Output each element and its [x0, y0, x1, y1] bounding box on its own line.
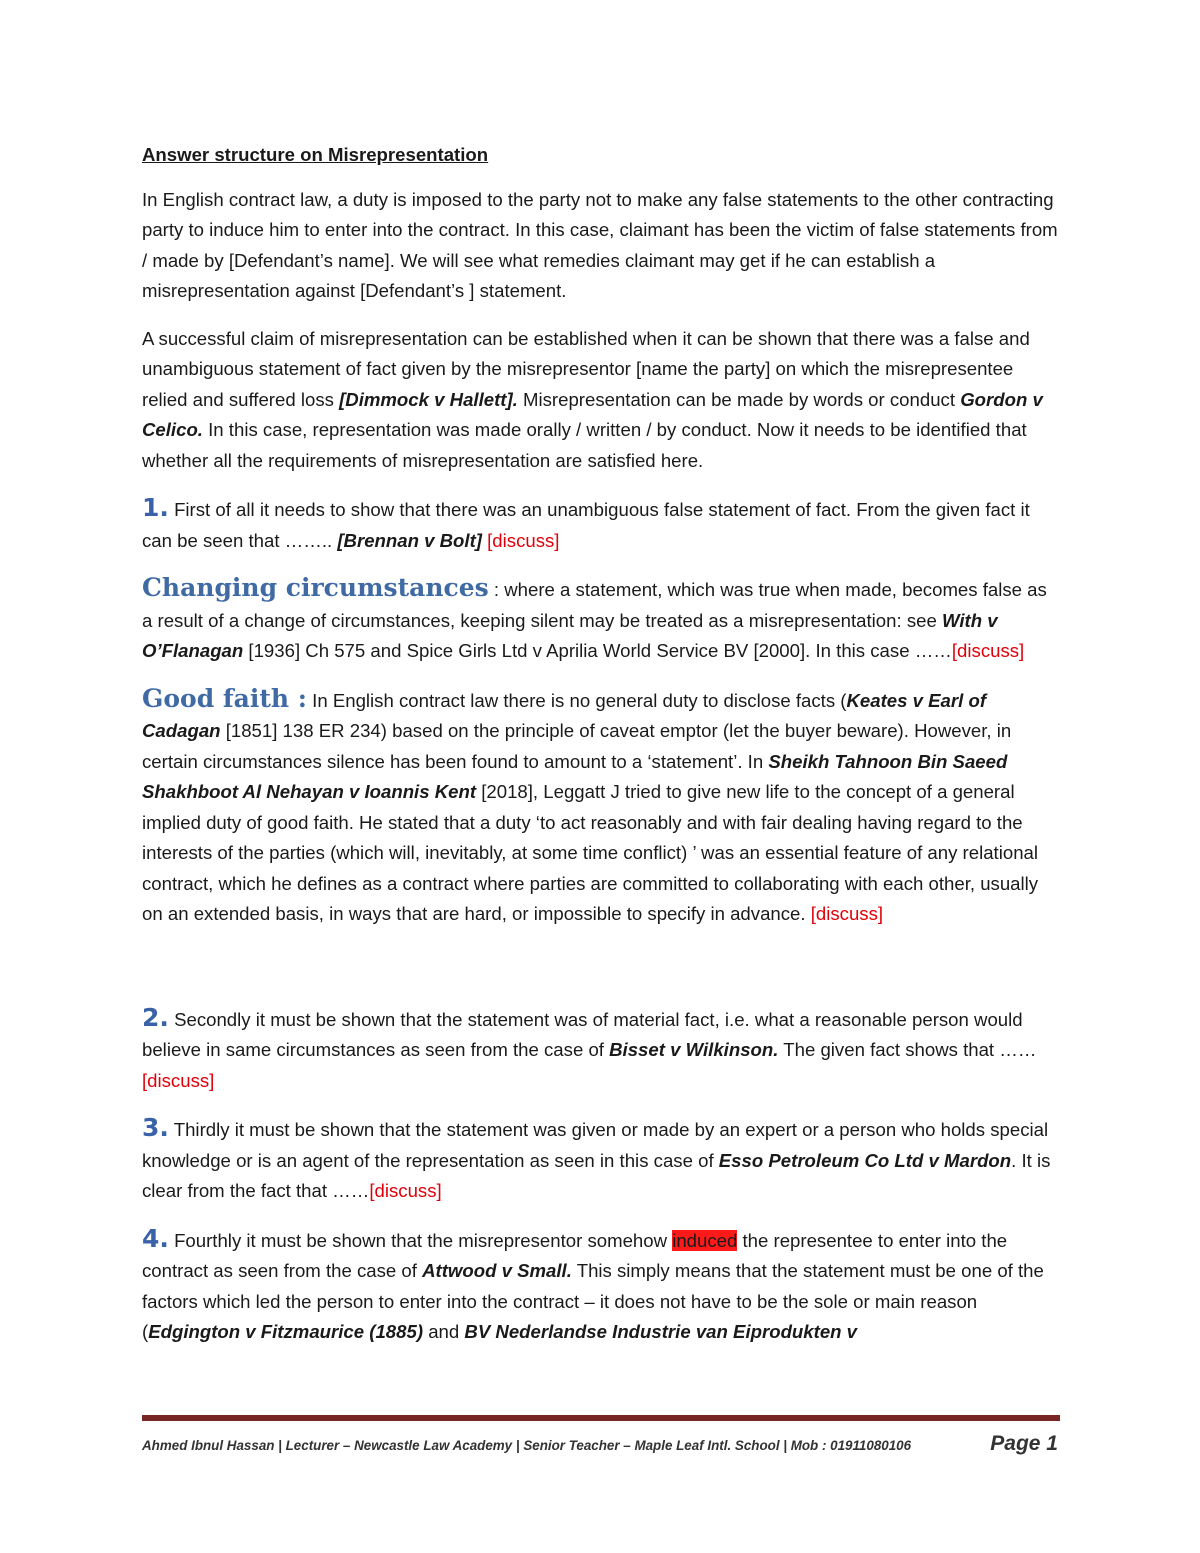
requirement-text-c: This simply means that the statement must be one of the factors which led the person to enter into the contract – it does not have to be the sole or main reason (: [142, 1260, 1044, 1342]
requirement-4: [142, 1224, 1062, 1348]
intro-paragraph: In English contract law, a duty is imposed to the party not to make any false statements to the other contracting party to induce him to enter into the contract. In this case, claimant has been the victim of false statements from / made by [Defendant’s name]. We will see what remedies claimant may get if he can establish a misrepresentation against [Defendant’s ] statement.: [142, 188, 1058, 301]
case-sheikh-tahnoon: Sheikh Tahnoon Bin Saeed Shakhboot Al Nehayan v Ioannis Kent: [142, 750, 1008, 802]
case-esso: Esso Petroleum Co Ltd v Mardon: [718, 1149, 1012, 1171]
case-attwood: Attwood v Small.: [422, 1260, 572, 1281]
requirement-text-b: . It is clear from the fact that ……: [142, 1149, 1051, 1201]
document-body: [142, 140, 1062, 1365]
requirement-text-d: and: [423, 1321, 465, 1342]
changing-circumstances-heading: Changing circumstances: [142, 573, 489, 602]
footer-rule: [142, 1415, 1060, 1421]
requirement-number: 2.: [142, 1002, 169, 1032]
requirement-text: Thirdly it must be shown that the statement was given or made by an expert or a person who holds special knowledge or is an agent of the representation as seen in this case of: [142, 1119, 1049, 1171]
requirement-2: [142, 1003, 1062, 1097]
good-faith-text-a: In English contract law there is no general duty to disclose facts (: [307, 689, 847, 711]
case-edgington: Edgington v Fitzmaurice (1885): [148, 1321, 424, 1342]
claim-text-c: In this case, representation was made orally / written / by conduct. Now it needs to be identified that whether all the requirements of misrepresentation are satisfied here.: [142, 419, 1027, 471]
requirement-text-b: the representee to enter into the contract as seen from the case of: [142, 1229, 1008, 1281]
claim-text-b: Misrepresentation can be made by words or conduct: [517, 388, 961, 410]
claim-text-a: A successful claim of misrepresentation can be established when it can be shown that there was a false and unambiguous statement of fact given by the misrepresentor [name the party] on which the misrepresentee relied and suffered loss: [142, 327, 1030, 410]
case-with: With v O’Flanagan: [142, 609, 998, 661]
requirement-number: 4.: [142, 1223, 169, 1253]
page-footer: [142, 1432, 1060, 1462]
case-keates: Keates v Earl of Cadagan: [142, 689, 987, 741]
discuss-tag: [discuss]: [810, 903, 884, 924]
changing-text-a: : where a statement, which was true when made, becomes false as a result of a change of circumstances, keeping silent may be treated as a misrepresentation: see: [142, 579, 1047, 631]
discuss-tag: [discuss]: [951, 640, 1025, 661]
requirement-text: Secondly it must be shown that the statement was of material fact, i.e. what a reasonable person would believe in same circumstances as seen from the case of: [142, 1008, 1023, 1060]
discuss-tag: [discuss]: [487, 529, 560, 551]
good-faith-text-b: [1851] 138 ER 234) based on the principle of caveat emptor (let the buyer beware). However, in certain circumstances silence has been found to amount to a ‘statement’. In: [142, 720, 1012, 772]
requirement-number: 3.: [142, 1113, 169, 1142]
case-bisset: Bisset v Wilkinson.: [609, 1039, 779, 1060]
highlighted-word: induced: [672, 1229, 738, 1251]
requirement-text: Fourthly it must be shown that the misrepresentor somehow: [168, 1229, 673, 1251]
page-number: Page 1: [990, 1432, 1058, 1455]
document-title: Answer structure on Misrepresentation: [142, 144, 489, 165]
good-faith-text-c: [2018], Leggatt J tried to give new life to the concept of a general implied duty of good faith. He stated that a duty ‘to act reasonably and with fair dealing having regard to the interests of the parties (which will, inevitably, at some time conflict) ’ was an essential feature of any relational contract, which he defines as a contract where parties are committed to collaborating with each other, usually on an extended basis, in ways that are hard, or impossible to specify in advance.: [142, 781, 1039, 924]
case-dimmock: [Dimmock v Hallett].: [339, 388, 518, 410]
requirement-3: [142, 1113, 1062, 1207]
requirement-1: [142, 493, 1062, 556]
requirement-number: 1.: [142, 493, 169, 522]
discuss-tag: [discuss]: [369, 1180, 442, 1201]
claim-paragraph: [142, 324, 1062, 477]
case-gordon: Gordon v Celico.: [142, 388, 1043, 440]
good-faith-paragraph: [142, 684, 1062, 930]
requirement-text: First of all it needs to show that there was an unambiguous false statement of fact. From the given fact it can be seen that ……..: [142, 499, 1030, 551]
good-faith-heading: Good faith :: [142, 683, 307, 713]
changing-circumstances-paragraph: [142, 573, 1062, 667]
spacer: [142, 947, 1062, 1003]
requirement-text-b: The given fact shows that ……: [778, 1039, 1037, 1060]
case-brennan: [Brennan v Bolt]: [337, 529, 482, 551]
footer-author: Ahmed Ibnul Hassan | Lecturer – Newcastle Law Academy | Senior Teacher – Maple Leaf Intl. School | Mob : 01911080106: [142, 1438, 912, 1453]
case-bv-nederlandse: BV Nederlandse Industrie van Eiprodukten v: [464, 1321, 858, 1342]
discuss-tag: [discuss]: [142, 1069, 215, 1091]
changing-text-b: [1936] Ch 575 and Spice Girls Ltd v Aprilia World Service BV [2000]. In this case ……: [243, 640, 952, 661]
